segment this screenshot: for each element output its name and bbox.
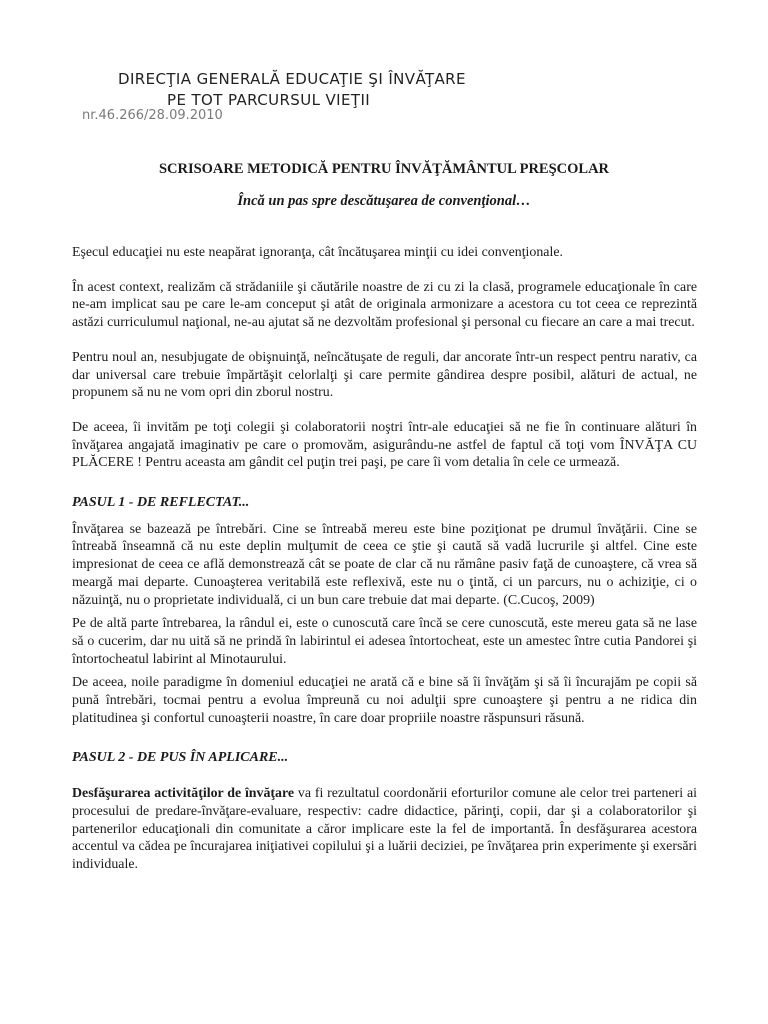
intro-paragraph-2: În acest context, realizăm că strădaniile şi căutările noastre de zi cu zi la clasă, programele educaţionale în care ne-am implicat sau pe care le-am conceput şi atât de originala armonizare a acestora cu tot ceea ce reprezintă astăzi curriculumul naţional, ne-au ajutat să ne dezvoltăm profesional şi personal cu fiecare an care a mai trecut. — [72, 279, 697, 331]
institution-name-line2: PE TOT PARCURSUL VIEŢII — [167, 91, 371, 109]
step2-heading: PASUL 2 - DE PUS ÎN APLICARE... — [72, 750, 289, 766]
step2-paragraph-1 — [72, 785, 697, 874]
intro-paragraph-3: Pentru noul an, nesubjugate de obişnuinţă, neîncătuşate de reguli, dar ancorate într-un respect pentru narativ, ca dar universal care trebuie împărtăşit celorlalţi şi care permite gândirea despre posibil, alături de actual, ne propunem să nu ne vom opri din zborul nostru. — [72, 349, 697, 401]
step1-paragraph-3: De aceea, noile paradigme în domeniul educaţiei ne arată că e bine să îi învăţăm şi să îi încurajăm pe copii să pună întrebări, tocmai pentru a evolua împreună cu noi adulţii spre cunoaştere şi pentru a ne ridica din platitudinea şi confortul cunoaşterii noastre, în care doar propriile noastre răspunsuri răsună. — [72, 675, 697, 726]
document-body — [72, 244, 697, 891]
document-title: SCRISOARE METODICĂ PENTRU ÎNVĂŢĂMÂNTUL PREŞCOLAR — [158, 161, 610, 177]
step2-lead-phrase: Desfăşurarea activităţilor de învăţare — [72, 786, 295, 802]
intro-paragraph-4: De aceea, îi invităm pe toţi colegii şi colaboratorii noştri într-ale educaţiei să ne fie în continuare alături în învăţarea angajată imaginativ pe care o promovăm, asigurându-ne astfel de faptul că toţi vom ÎNVĂŢA CU PLĂCERE ! Pentru aceasta am gândit cel puţin trei paşi, pe care îi vom detalia în cele ce urmează. — [72, 419, 697, 471]
step2-paragraph-text: va fi rezultatul coordonării eforturilor comune ale celor trei parteneri ai procesului de predare-învăţare-evaluare, respectiv: cadre didactice, părinţi, copii, dar şi a colaboratorilor şi partenerilor educaţionali din comunitate a căror implicare este la fel de importantă. În desfăşurarea acestora accentul va cădea pe încurajarea iniţiativei copilului şi a luării deciziei, pe învăţarea prin experimente şi exersări individuale. — [72, 786, 697, 872]
document-subtitle: Încă un pas spre descătuşarea de convenţional… — [237, 193, 531, 209]
intro-paragraph-1: Eşecul educaţiei nu este neapărat ignoranţa, cât încătuşarea minţii cu idei convenţionale. — [72, 245, 563, 260]
reference-number: nr.46.266/28.09.2010 — [82, 108, 223, 123]
institution-name-line1: DIRECŢIA GENERALĂ EDUCAŢIE ŞI ÎNVĂŢARE — [118, 70, 466, 88]
step1-paragraph-1: Învăţarea se bazează pe întrebări. Cine se întreabă mereu este bine poziţionat pe drumul învăţării. Cine se întreabă înseamnă că nu este deplin mulţumit de ceea ce ştie şi caută să vadă lucrurile şi altfel. Cine este impresionat de ceea ce află demonstrează cât se poate de clar că nu rămâne pasiv faţă de cunoaştere, că vrea să meargă mai departe. Cunoaşterea veritabilă este reflexivă, este nu o ţintă, ci un parcurs, nu o achiziţie, ci o năzuinţă, nu o proprietate individuală, ci un bun care trebuie dat mai departe. (C.Cucoş, 2009) — [72, 521, 697, 608]
step1-paragraph-2: Pe de altă parte întrebarea, la rândul ei, este o cunoscută care încă se cere cunoscută, este mereu gata să ne lase să o cucerim, dar nu uită să ne prindă în labirintul ei adesea întortocheat, este un amestec între cutia Pandorei şi întortocheatul labirint al Minotaurului. — [72, 616, 697, 667]
step1-heading: PASUL 1 - DE REFLECTAT... — [72, 495, 250, 511]
